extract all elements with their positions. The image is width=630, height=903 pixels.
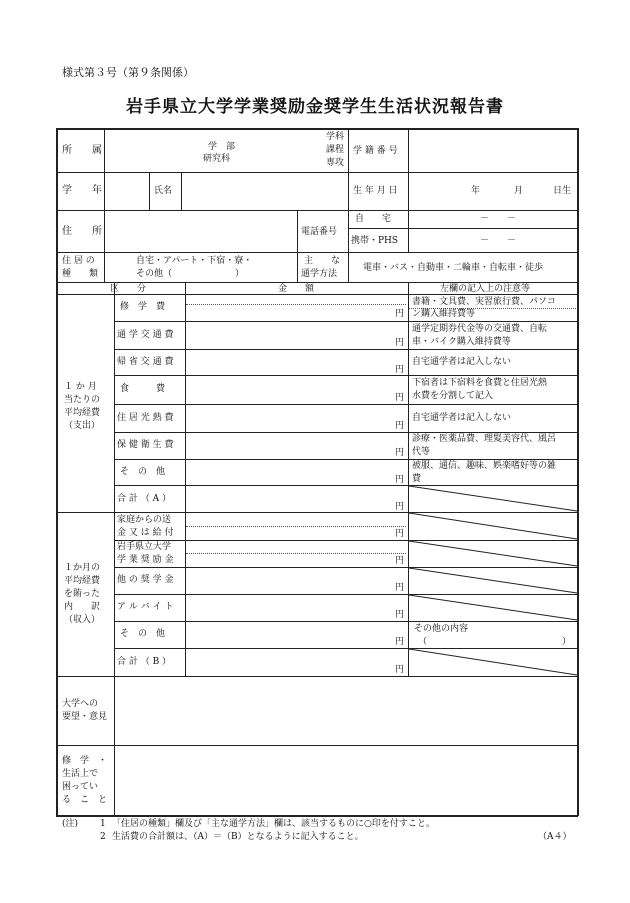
paren-open: （	[418, 637, 428, 647]
expense-label: 住 居 光 熱 費	[117, 413, 174, 423]
faculty-label: 学 部	[208, 142, 236, 152]
yen-unit: 円	[395, 448, 405, 458]
note-2-text: 生活費の合計額は、（A）＝（B）となるように記入すること。	[112, 832, 364, 842]
yen-unit: 円	[395, 393, 405, 403]
student-no-field[interactable]	[409, 129, 577, 172]
income-label: 他 の 奨 学 金	[117, 575, 174, 585]
income-label: 学 業 奨 励 金	[117, 555, 174, 565]
day-label: 日生	[553, 186, 572, 196]
note-2-num: 2	[100, 832, 106, 842]
yen-unit: 円	[395, 475, 405, 485]
income-label: ア ル バ イ ト	[117, 602, 174, 612]
affiliation-label: 所 属	[62, 145, 102, 156]
page-title: 岩手県立大学学業奨励金奨学生生活状況報告書	[126, 97, 504, 117]
yen-unit: 円	[395, 583, 405, 593]
note-1-text: 「住居の種類」欄及び「主な通学方法」欄は、該当するものに○印を付すこと。	[112, 819, 435, 829]
income-amount-field[interactable]	[186, 541, 408, 567]
department-label: 学科	[326, 132, 345, 142]
income-total-field[interactable]	[186, 649, 408, 676]
expense-label: そ の 他	[120, 467, 166, 477]
course-label: 課程	[326, 145, 345, 155]
yen-unit: 円	[395, 365, 405, 375]
expense-label: 修 学 費	[120, 302, 166, 312]
yen-unit: 円	[395, 610, 405, 620]
commute-label-1: 主 な	[304, 256, 341, 266]
paper-size: （A４）	[538, 832, 572, 842]
yen-unit: 円	[395, 502, 405, 512]
yen-unit: 円	[395, 309, 405, 319]
graduate-label: 研究科	[203, 154, 231, 164]
income-label: 家庭からの送	[117, 515, 172, 525]
expense-label: 帰 省 交 通 費	[117, 357, 174, 367]
name-label: 氏名	[154, 186, 173, 196]
year-label: 年	[471, 186, 481, 196]
phone-label: 電話番号	[301, 227, 338, 237]
residence-options-2[interactable]: その他（ ）	[136, 269, 245, 279]
expense-total-field[interactable]	[186, 486, 408, 512]
expense-amount-field[interactable]	[186, 296, 408, 321]
birthdate-label: 生 年 月 日	[353, 186, 398, 196]
home-phone-label: 自 宅	[355, 214, 392, 224]
income-amount-field[interactable]	[186, 513, 408, 540]
expense-amount-field[interactable]	[186, 322, 408, 349]
income-label: そ の 他	[120, 629, 166, 639]
address-field[interactable]	[105, 211, 297, 252]
commute-options[interactable]: 電車・バス・自動車・二輪車・自転車・徒歩	[363, 263, 544, 273]
student-no-label: 学 籍 番 号	[353, 146, 398, 156]
commute-label-2: 通学方法	[301, 269, 338, 279]
name-field[interactable]	[182, 173, 348, 210]
residence-options-1[interactable]: 自宅・アパート・下宿・寮・	[136, 256, 253, 266]
income-label: 金 又 は 給 付	[117, 528, 174, 538]
mobile-phone-field[interactable]: － －	[480, 236, 517, 246]
address-label: 住 所	[62, 226, 102, 237]
major-label: 専攻	[326, 158, 345, 168]
grade-label: 学 年	[62, 185, 102, 196]
expense-amount-field[interactable]	[186, 405, 408, 432]
amount-header: 金 額	[278, 284, 315, 294]
note-prefix: (注)	[62, 819, 79, 829]
faculty-field[interactable]	[105, 129, 200, 172]
yen-unit: 円	[395, 529, 405, 539]
income-amount-field[interactable]	[186, 622, 408, 648]
requests-field[interactable]	[115, 677, 577, 745]
yen-unit: 円	[395, 556, 405, 566]
income-label: 岩手県立大学	[117, 542, 172, 552]
income-amount-field[interactable]	[186, 595, 408, 621]
other-note-label: その他の内容	[414, 624, 469, 634]
study-life-field[interactable]	[115, 746, 577, 815]
yen-unit: 円	[395, 338, 405, 348]
expense-amount-field[interactable]	[186, 460, 408, 485]
home-phone-field[interactable]: － －	[480, 214, 517, 224]
income-total-label: 合 計 （ B ）	[117, 657, 172, 667]
yen-unit: 円	[395, 637, 405, 647]
residence-label-2: 種 類	[62, 269, 99, 279]
grade-field[interactable]	[105, 173, 149, 210]
yen-unit: 円	[395, 421, 405, 431]
mobile-phone-label: 携帯・PHS	[351, 236, 399, 246]
notes-header: 左欄の記入上の注意等	[440, 284, 531, 294]
income-amount-field[interactable]	[186, 568, 408, 594]
expense-amount-field[interactable]	[186, 350, 408, 375]
expense-amount-field[interactable]	[186, 376, 408, 404]
expense-amount-field[interactable]	[186, 433, 408, 459]
expense-label: 食 費	[120, 384, 166, 394]
expense-total-label: 合 計 （ A ）	[117, 494, 171, 504]
yen-unit: 円	[395, 665, 405, 675]
month-label: 月	[514, 186, 524, 196]
category-header: 区 分	[110, 284, 147, 294]
expense-label: 通 学 交 通 費	[117, 330, 174, 340]
expense-label: 保 健 衛 生 費	[117, 440, 174, 450]
paren-close: ）	[562, 637, 572, 647]
note-1-num: 1	[100, 819, 106, 829]
form-number: 様式第３号（第９条関係）	[62, 66, 194, 79]
residence-label-1: 住 居 の	[62, 256, 95, 266]
